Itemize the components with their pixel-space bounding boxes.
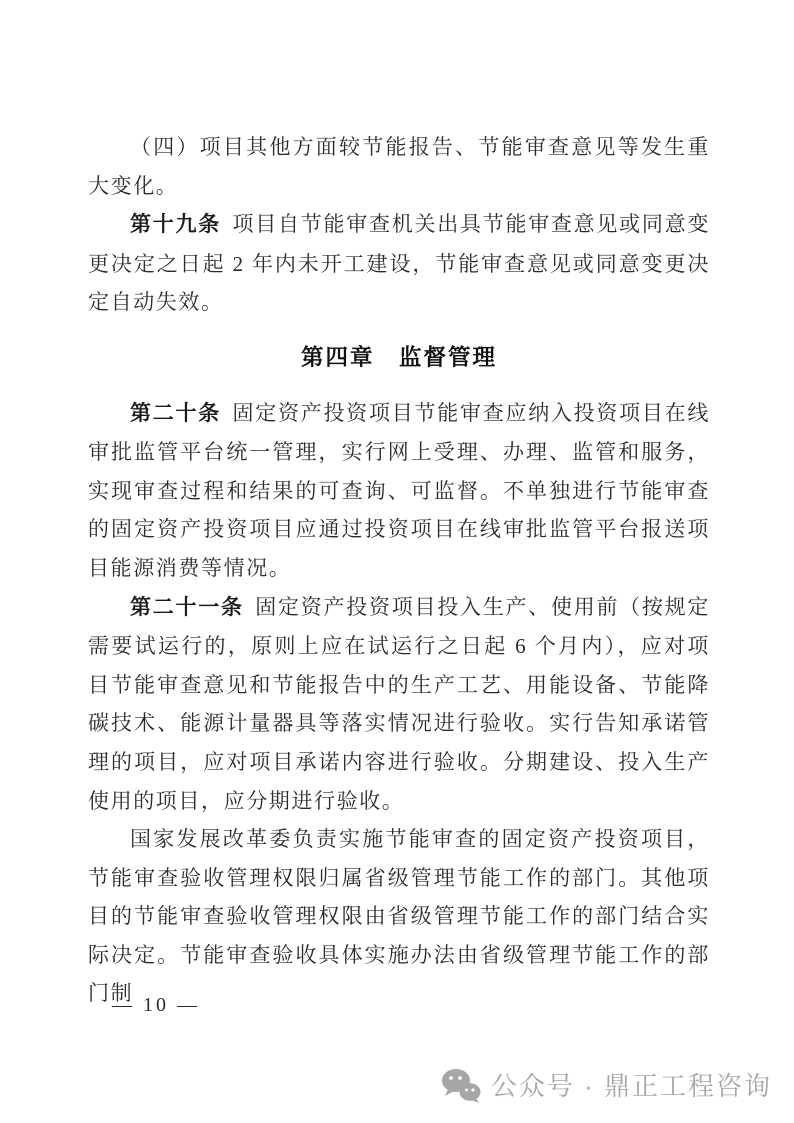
chapter-4-heading: 第四章 监督管理 xyxy=(300,344,497,370)
wechat-icon xyxy=(440,1067,482,1103)
watermark-text: 公众号 · 鼎正工程咨询 xyxy=(490,1071,772,1101)
article-21-number: 第二十一条 xyxy=(130,595,244,619)
paragraph-text: 国家发展改革委负责实施节能审查的固定资产投资项目，节能审查验收管理权限归属省级管理节能工作的部门。其他项目的节能审查验收管理权限由省级管理节能工作的部门结合实际决定。节能审查验收具体实施办法由省级管理节能工作的部门制 xyxy=(88,827,710,1006)
paragraph-text: 项目自节能审查机关出具节能审查意见或同意变更决定之日起 2 年内未开工建设，节能审查意见或同意变更决定自动失效。 xyxy=(88,212,710,315)
document-body xyxy=(88,128,710,1013)
page-number: — 10 — xyxy=(112,994,200,1016)
paragraph-text: 固定资产投资项目节能审查应纳入投资项目在线审批监管平台统一管理，实行网上受理、办理、监管和服务，实现审查过程和结果的可查询、可监督。不单独进行节能审查的固定资产投资项目应通过投资项目在线审批监管平台报送项目能源消费等情况。 xyxy=(88,400,710,580)
article-20-number: 第二十条 xyxy=(130,401,221,425)
paragraph-ndrc-acceptance xyxy=(88,820,710,1013)
paragraph-article-21 xyxy=(88,588,710,821)
paragraph-article-20 xyxy=(88,394,710,588)
paragraph-item-4-clause xyxy=(88,128,710,205)
watermark xyxy=(440,1066,772,1103)
paragraph-text: （四）项目其他方面较节能报告、节能审查意见等发生重大变化。 xyxy=(88,135,710,198)
paragraph-article-19 xyxy=(88,205,710,322)
article-19-number: 第十九条 xyxy=(130,213,221,237)
paragraph-text: 固定资产投资项目投入生产、使用前（按规定需要试运行的，原则上应在试运行之日起 6 个月内），应对项目节能审查意见和节能报告中的生产工艺、用能设备、节能降碳技术、能源计量器具等落实情况进行验收。实行告知承诺管理的项目，应对项目承诺内容进行验收。分期建设、投入生产使用的项目，应分期进行验收。 xyxy=(88,594,711,813)
